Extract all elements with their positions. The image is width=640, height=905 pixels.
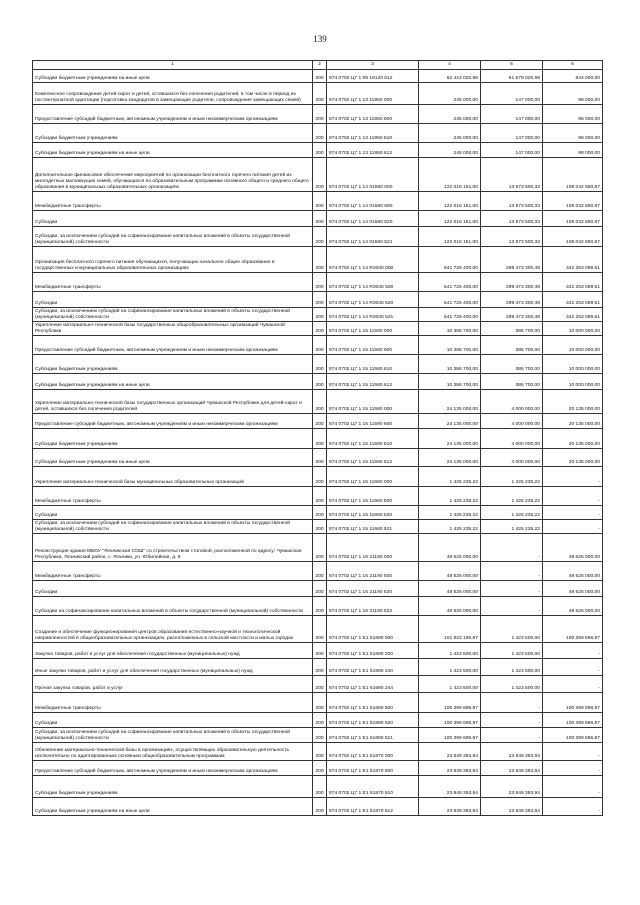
row-value-cell: 24 135 000,00 xyxy=(419,390,481,414)
table-row xyxy=(33,414,603,429)
row-kbk-cell: 874 0702 Ц7 1 14 R3040 000 xyxy=(327,247,419,273)
row-code-cell: 200 xyxy=(313,761,327,776)
row-value-cell: 48 625 000,00 xyxy=(543,534,603,562)
row-value-cell: - xyxy=(543,520,603,534)
row-code-cell: 200 xyxy=(313,322,327,336)
row-value-cell: - xyxy=(481,728,543,743)
table-row xyxy=(33,520,603,534)
table-row xyxy=(33,211,603,227)
row-kbk-cell: 874 0702 Ц7 1 15 11590 600 xyxy=(327,414,419,429)
row-name-cell: Предоставление субсидий бюджетным, автономным учреждениям и иным некоммерческим организациям xyxy=(33,761,313,776)
row-kbk-cell: 874 0702 Ц7 1 E1 51870 600 xyxy=(327,761,419,776)
row-code-cell: 200 xyxy=(313,798,327,816)
row-value-cell: 23 849 393,94 xyxy=(419,761,481,776)
table-row xyxy=(33,449,603,467)
row-name-cell: Прочая закупка товаров, работ и услуг xyxy=(33,676,313,693)
row-kbk-cell: 874 0702 Ц7 1 16 21190 522 xyxy=(327,597,419,616)
row-value-cell: 101 823 196,97 xyxy=(419,616,481,643)
row-code-cell: 200 xyxy=(313,776,327,798)
row-kbk-cell: 874 0702 Ц7 1 13 11950 612 xyxy=(327,143,419,158)
row-value-cell: 100 399 696,97 xyxy=(543,728,603,743)
row-value-cell: 20 135 000,00 xyxy=(543,429,603,449)
row-name-cell: Субсидии бюджетным учреждениям xyxy=(33,355,313,374)
row-name-cell: Межбюджетные трансферты xyxy=(33,693,313,713)
row-value-cell: 10 000 000,00 xyxy=(543,322,603,336)
row-code-cell: 200 xyxy=(313,158,327,192)
row-value-cell: - xyxy=(481,693,543,713)
table-row xyxy=(33,273,603,292)
row-kbk-cell: 874 0702 Ц7 1 15 11580 612 xyxy=(327,374,419,390)
row-code-cell: 200 xyxy=(313,467,327,487)
table-row xyxy=(33,534,603,562)
row-name-cell: Субсидии бюджетным учреждениям xyxy=(33,776,313,798)
row-value-cell: 245 000,00 xyxy=(419,105,481,124)
row-value-cell: 100 399 696,97 xyxy=(419,713,481,728)
row-value-cell: 245 000,00 xyxy=(419,143,481,158)
row-value-cell: 23 849 393,94 xyxy=(419,798,481,816)
row-value-cell: 48 625 000,00 xyxy=(543,581,603,597)
row-value-cell: 299 473 300,49 xyxy=(481,292,543,308)
row-value-cell: - xyxy=(543,798,603,816)
row-code-cell: 200 xyxy=(313,743,327,761)
row-value-cell: 122 016 151,00 xyxy=(419,158,481,192)
row-kbk-cell: 874 0702 Ц7 1 15 11590 612 xyxy=(327,449,419,467)
row-value-cell: 13 973 500,33 xyxy=(481,192,543,211)
row-code-cell: 200 xyxy=(313,83,327,105)
row-value-cell: 48 625 000,00 xyxy=(543,597,603,616)
row-value-cell: 48 625 000,00 xyxy=(419,534,481,562)
table-row xyxy=(33,292,603,308)
row-value-cell: 641 726 400,00 xyxy=(419,247,481,273)
row-value-cell: 1 425 235,22 xyxy=(481,506,543,520)
row-kbk-cell: 874 0702 Ц7 1 16 21190 000 xyxy=(327,534,419,562)
table-row xyxy=(33,143,603,158)
table-row xyxy=(33,308,603,322)
row-kbk-cell: 874 0702 Ц7 1 14 R3040 500 xyxy=(327,273,419,292)
row-code-cell: 200 xyxy=(313,292,327,308)
row-value-cell: 98 000,00 xyxy=(543,124,603,143)
row-name-cell: Иные закупки товаров, работ и услуг для обеспечения государственных (муниципальных) нужд xyxy=(33,659,313,676)
row-code-cell: 200 xyxy=(313,355,327,374)
page-number: 139 xyxy=(313,34,327,44)
row-value-cell: 10 386 700,00 xyxy=(419,355,481,374)
table-row xyxy=(33,467,603,487)
row-value-cell: 24 135 000,00 xyxy=(419,429,481,449)
row-value-cell: 386 700,00 xyxy=(481,322,543,336)
table-row xyxy=(33,124,603,143)
row-code-cell: 200 xyxy=(313,336,327,355)
row-value-cell: 100 399 696,97 xyxy=(419,728,481,743)
table-row xyxy=(33,192,603,211)
row-value-cell: - xyxy=(481,713,543,728)
table-row xyxy=(33,562,603,581)
row-kbk-cell: 874 0702 Ц7 1 15 11580 600 xyxy=(327,336,419,355)
row-value-cell: 844 000,00 xyxy=(543,70,603,83)
row-value-cell: 20 135 000,00 xyxy=(543,390,603,414)
row-code-cell: 200 xyxy=(313,374,327,390)
row-code-cell: 200 xyxy=(313,247,327,273)
table-row xyxy=(33,693,603,713)
row-value-cell: 4 000 000,00 xyxy=(481,429,543,449)
table-row xyxy=(33,83,603,105)
row-value-cell: 1 425 235,22 xyxy=(481,467,543,487)
row-value-cell: 13 973 500,33 xyxy=(481,158,543,192)
row-value-cell: 4 000 000,00 xyxy=(481,390,543,414)
table-row xyxy=(33,70,603,83)
row-code-cell: 200 xyxy=(313,124,327,143)
row-value-cell: 122 016 151,00 xyxy=(419,227,481,247)
table-row xyxy=(33,355,603,374)
row-code-cell: 200 xyxy=(313,581,327,597)
column-header: 2 xyxy=(313,61,327,70)
table-row xyxy=(33,336,603,355)
row-value-cell: - xyxy=(543,743,603,761)
row-value-cell: - xyxy=(543,776,603,798)
row-value-cell: 147 000,00 xyxy=(481,124,543,143)
row-value-cell: - xyxy=(481,534,543,562)
row-value-cell: 299 473 300,49 xyxy=(481,247,543,273)
row-value-cell: 641 726 400,00 xyxy=(419,292,481,308)
row-value-cell: 51 579 020,99 xyxy=(481,70,543,83)
row-kbk-cell: 874 0702 Ц7 1 13 11950 610 xyxy=(327,124,419,143)
row-value-cell: 10 386 700,00 xyxy=(419,322,481,336)
row-value-cell: 108 042 650,67 xyxy=(543,158,603,192)
row-value-cell: 1 425 235,22 xyxy=(481,520,543,534)
row-value-cell: 108 042 650,67 xyxy=(543,227,603,247)
row-name-cell: Субсидии бюджетным учреждениям на иные цели xyxy=(33,798,313,816)
row-value-cell: 13 973 500,33 xyxy=(481,227,543,247)
row-kbk-cell: 874 0702 Ц7 1 13 11950 600 xyxy=(327,105,419,124)
row-code-cell: 200 xyxy=(313,676,327,693)
table-row xyxy=(33,728,603,743)
row-name-cell: Субсидии xyxy=(33,292,313,308)
row-value-cell: 147 000,00 xyxy=(481,143,543,158)
row-kbk-cell: 874 0702 Ц7 1 14 01560 500 xyxy=(327,192,419,211)
table-row xyxy=(33,743,603,761)
row-value-cell: 1 423 500,00 xyxy=(481,676,543,693)
row-value-cell: 98 000,00 xyxy=(543,143,603,158)
row-kbk-cell: 874 0702 Ц7 1 15 11660 520 xyxy=(327,506,419,520)
row-kbk-cell: 874 0702 Ц7 1 E1 51690 000 xyxy=(327,616,419,643)
row-value-cell: 147 000,00 xyxy=(481,105,543,124)
row-kbk-cell: 874 0702 Ц7 1 14 R3040 521 xyxy=(327,308,419,322)
row-value-cell: 100 399 696,97 xyxy=(419,693,481,713)
row-value-cell: 386 700,00 xyxy=(481,374,543,390)
row-kbk-cell: 874 0702 Ц7 1 15 11660 500 xyxy=(327,487,419,506)
row-code-cell: 200 xyxy=(313,693,327,713)
column-header: 1 xyxy=(33,61,313,70)
row-kbk-cell: 874 0702 Ц7 1 09 19120 612 xyxy=(327,70,419,83)
row-code-cell: 200 xyxy=(313,713,327,728)
row-value-cell: - xyxy=(543,676,603,693)
row-name-cell: Дополнительное финансовое обеспечение мероприятий по организации бесплатного горячего питания детей из многодетных малоимущих семей, обучающихся по образовательным программам основного общего и среднего общего образования в муниципальных образовательных организациях xyxy=(33,158,313,192)
row-name-cell: Предоставление субсидий бюджетным, автономным учреждениям и иным некоммерческим организациям xyxy=(33,336,313,355)
row-value-cell: 342 253 099,51 xyxy=(543,292,603,308)
row-name-cell: Обновление материально-технической базы в организациях, осуществляющих образовательную деятельность исключительно по адаптированным основным общеобразовательным программам xyxy=(33,743,313,761)
row-value-cell: 108 042 650,67 xyxy=(543,211,603,227)
row-code-cell: 200 xyxy=(313,227,327,247)
row-value-cell: - xyxy=(543,643,603,659)
row-value-cell: 299 473 300,49 xyxy=(481,273,543,292)
row-value-cell: 1 423 500,00 xyxy=(481,659,543,676)
row-name-cell: Субсидии xyxy=(33,713,313,728)
column-header: 4 xyxy=(419,61,481,70)
table-row xyxy=(33,761,603,776)
row-kbk-cell: 874 0702 Ц7 1 E1 51690 520 xyxy=(327,713,419,728)
row-value-cell: 1 423 500,00 xyxy=(481,643,543,659)
row-value-cell: 48 625 000,00 xyxy=(419,581,481,597)
row-name-cell: Укрепление материально-технической базы государственных общеобразовательных организаций Чувашской Республики xyxy=(33,322,313,336)
row-name-cell: Субсидии, за исключением субсидий на софинансирование капитальных вложений в объекты государственной (муниципальной) собственности xyxy=(33,227,313,247)
row-value-cell: 20 135 000,00 xyxy=(543,449,603,467)
table-row xyxy=(33,227,603,247)
table-row xyxy=(33,798,603,816)
row-name-cell: Предоставление субсидий бюджетным, автономным учреждениям и иным некоммерческим организациям xyxy=(33,414,313,429)
row-kbk-cell: 874 0702 Ц7 1 E1 51690 521 xyxy=(327,728,419,743)
row-value-cell: 147 000,00 xyxy=(481,83,543,105)
row-code-cell: 200 xyxy=(313,70,327,83)
row-value-cell: 641 726 400,00 xyxy=(419,308,481,322)
row-value-cell: 10 000 000,00 xyxy=(543,336,603,355)
row-kbk-cell: 874 0702 Ц7 1 E1 51870 000 xyxy=(327,743,419,761)
row-code-cell: 200 xyxy=(313,105,327,124)
table-header-row xyxy=(33,61,603,70)
row-name-cell: Организация бесплатного горячего питания обучающихся, получающих начальное общее образование в государственных и муниципальных образовательных организациях xyxy=(33,247,313,273)
row-name-cell: Межбюджетные трансферты xyxy=(33,192,313,211)
row-kbk-cell: 874 0702 Ц7 1 E1 51870 612 xyxy=(327,798,419,816)
row-kbk-cell: 874 0702 Ц7 1 16 21190 520 xyxy=(327,581,419,597)
row-value-cell: 122 016 151,00 xyxy=(419,211,481,227)
table-row xyxy=(33,506,603,520)
row-value-cell: 1 425 235,22 xyxy=(419,506,481,520)
row-value-cell: 23 849 393,94 xyxy=(481,776,543,798)
row-value-cell: 98 000,00 xyxy=(543,105,603,124)
row-value-cell: 1 425 235,22 xyxy=(481,487,543,506)
row-value-cell: - xyxy=(543,761,603,776)
row-kbk-cell: 874 0702 Ц7 1 15 11590 610 xyxy=(327,429,419,449)
row-name-cell: Субсидии, за исключением субсидий на софинансирование капитальных вложений в объекты государственной (муниципальной) собственности xyxy=(33,520,313,534)
row-code-cell: 200 xyxy=(313,192,327,211)
row-name-cell: Создание и обеспечение функционирования центров образования естественно-научной и технологической направленностей в общеобразовательных организациях, расположенных в сельской местности и малых городах xyxy=(33,616,313,643)
row-value-cell: 23 849 393,94 xyxy=(419,776,481,798)
row-value-cell: 10 386 700,00 xyxy=(419,374,481,390)
row-value-cell: - xyxy=(481,562,543,581)
table-row xyxy=(33,776,603,798)
row-value-cell: 48 625 000,00 xyxy=(543,562,603,581)
row-name-cell: Межбюджетные трансферты xyxy=(33,273,313,292)
column-header: 3 xyxy=(327,61,419,70)
row-value-cell: 1 423 500,00 xyxy=(419,676,481,693)
row-value-cell: - xyxy=(543,659,603,676)
row-value-cell: 10 000 000,00 xyxy=(543,355,603,374)
row-kbk-cell: 874 0702 Ц7 1 13 11950 000 xyxy=(327,83,419,105)
row-value-cell: 1 423 500,00 xyxy=(419,643,481,659)
row-value-cell: - xyxy=(543,506,603,520)
row-name-cell: Предоставление субсидий бюджетным, автономным учреждениям и иным некоммерческим организациям xyxy=(33,105,313,124)
row-name-cell: Субсидии бюджетным учреждениям на иные цели xyxy=(33,143,313,158)
row-value-cell: 641 726 400,00 xyxy=(419,273,481,292)
row-code-cell: 200 xyxy=(313,659,327,676)
row-value-cell: 23 849 393,94 xyxy=(481,743,543,761)
row-value-cell: 100 399 696,97 xyxy=(543,616,603,643)
row-value-cell: 10 386 700,00 xyxy=(419,336,481,355)
row-name-cell: Укрепление материально-технической базы государственных организаций Чувашской Республики для детей-сирот и детей, оставшихся без попечения родителей xyxy=(33,390,313,414)
row-value-cell: 245 000,00 xyxy=(419,83,481,105)
row-value-cell: 386 700,00 xyxy=(481,336,543,355)
row-value-cell: 13 973 500,33 xyxy=(481,211,543,227)
row-name-cell: Межбюджетные трансферты xyxy=(33,487,313,506)
row-value-cell: 48 625 000,00 xyxy=(419,562,481,581)
row-value-cell: 62 423 020,98 xyxy=(419,70,481,83)
row-name-cell: Субсидии бюджетным учреждениям xyxy=(33,429,313,449)
column-header: 5 xyxy=(481,61,543,70)
row-name-cell: Субсидии бюджетным учреждениям на иные цели xyxy=(33,70,313,83)
row-kbk-cell: 874 0702 Ц7 1 E1 51690 500 xyxy=(327,693,419,713)
table-row xyxy=(33,616,603,643)
row-code-cell: 200 xyxy=(313,308,327,322)
row-code-cell: 200 xyxy=(313,211,327,227)
row-kbk-cell: 874 0702 Ц7 1 15 11660 000 xyxy=(327,467,419,487)
table-row xyxy=(33,597,603,616)
row-value-cell: 1 425 235,22 xyxy=(419,467,481,487)
row-code-cell: 200 xyxy=(313,506,327,520)
row-value-cell: 299 473 300,49 xyxy=(481,308,543,322)
table-row xyxy=(33,659,603,676)
row-value-cell: 48 625 000,00 xyxy=(419,597,481,616)
row-value-cell: 342 253 099,51 xyxy=(543,308,603,322)
row-value-cell: 122 016 151,00 xyxy=(419,192,481,211)
budget-table xyxy=(32,60,603,816)
row-value-cell: 23 849 393,94 xyxy=(481,761,543,776)
row-name-cell: Субсидии бюджетным учреждениям xyxy=(33,124,313,143)
row-value-cell: 4 000 000,00 xyxy=(481,449,543,467)
row-value-cell: 1 423 500,00 xyxy=(419,659,481,676)
row-kbk-cell: 874 0702 Ц7 1 15 11580 000 xyxy=(327,322,419,336)
row-kbk-cell: 874 0702 Ц7 1 E1 51690 240 xyxy=(327,659,419,676)
row-value-cell: 23 849 393,94 xyxy=(419,743,481,761)
row-code-cell: 200 xyxy=(313,728,327,743)
row-name-cell: Субсидии бюджетным учреждениям на иные цели xyxy=(33,449,313,467)
row-code-cell: 200 xyxy=(313,449,327,467)
row-name-cell: Субсидии xyxy=(33,581,313,597)
row-value-cell: 23 849 393,94 xyxy=(481,798,543,816)
row-value-cell: 24 135 000,00 xyxy=(419,414,481,429)
row-name-cell: Реконструкция здания МБОУ "Яльчикская СОШ" со строительством столовой, расположенной по адресу: Чувашская Республика, Яльчикский район, с. Яльчики, ул. Юбилейная, д. 8 xyxy=(33,534,313,562)
row-name-cell: Межбюджетные трансферты xyxy=(33,562,313,581)
row-kbk-cell: 874 0702 Ц7 1 14 R3040 520 xyxy=(327,292,419,308)
row-name-cell: Субсидии, за исключением субсидий на софинансирование капитальных вложений в объекты государственной (муниципальной) собственности xyxy=(33,728,313,743)
row-value-cell: 342 253 099,51 xyxy=(543,247,603,273)
row-name-cell: Укрепление материально-технической базы муниципальных образовательных организаций xyxy=(33,467,313,487)
row-value-cell: 4 000 000,00 xyxy=(481,414,543,429)
row-kbk-cell: 874 0702 Ц7 1 E1 51690 200 xyxy=(327,643,419,659)
row-value-cell: 342 253 099,51 xyxy=(543,273,603,292)
row-value-cell: - xyxy=(543,467,603,487)
table-row xyxy=(33,247,603,273)
row-code-cell: 200 xyxy=(313,597,327,616)
row-kbk-cell: 874 0702 Ц7 1 15 11590 000 xyxy=(327,390,419,414)
row-value-cell: 100 399 696,97 xyxy=(543,713,603,728)
row-kbk-cell: 874 0702 Ц7 1 16 21190 500 xyxy=(327,562,419,581)
row-name-cell: Субсидии xyxy=(33,211,313,227)
table-row xyxy=(33,676,603,693)
column-header: 6 xyxy=(543,61,603,70)
row-value-cell: - xyxy=(543,487,603,506)
table-row xyxy=(33,713,603,728)
row-kbk-cell: 874 0702 Ц7 1 15 11660 521 xyxy=(327,520,419,534)
row-name-cell: Субсидии xyxy=(33,506,313,520)
row-value-cell: 1 423 500,00 xyxy=(481,616,543,643)
row-value-cell: 1 425 235,22 xyxy=(419,520,481,534)
row-name-cell: Закупка товаров, работ и услуг для обеспечения государственных (муниципальных) нужд xyxy=(33,643,313,659)
row-name-cell: Субсидии бюджетным учреждениям на иные цели xyxy=(33,374,313,390)
row-code-cell: 200 xyxy=(313,273,327,292)
row-value-cell: - xyxy=(481,597,543,616)
row-kbk-cell: 874 0702 Ц7 1 14 01560 521 xyxy=(327,227,419,247)
row-kbk-cell: 874 0702 Ц7 1 E1 51870 610 xyxy=(327,776,419,798)
table-body xyxy=(33,70,603,816)
row-value-cell: 386 700,00 xyxy=(481,355,543,374)
row-code-cell: 200 xyxy=(313,520,327,534)
table-row xyxy=(33,158,603,192)
row-name-cell: Субсидии, за исключением субсидий на софинансирование капитальных вложений в объекты государственной (муниципальной) собственности xyxy=(33,308,313,322)
row-code-cell: 200 xyxy=(313,429,327,449)
row-value-cell: 10 000 000,00 xyxy=(543,374,603,390)
table-row xyxy=(33,581,603,597)
row-code-cell: 200 xyxy=(313,562,327,581)
row-value-cell: 100 399 696,97 xyxy=(543,693,603,713)
table-row xyxy=(33,390,603,414)
row-kbk-cell: 874 0702 Ц7 1 15 11580 610 xyxy=(327,355,419,374)
row-value-cell: 108 042 650,67 xyxy=(543,192,603,211)
row-code-cell: 200 xyxy=(313,643,327,659)
row-value-cell: 98 000,00 xyxy=(543,83,603,105)
row-value-cell: 24 135 000,00 xyxy=(419,449,481,467)
row-code-cell: 200 xyxy=(313,414,327,429)
row-kbk-cell: 874 0702 Ц7 1 E1 51690 244 xyxy=(327,676,419,693)
table-row xyxy=(33,322,603,336)
row-value-cell: - xyxy=(481,581,543,597)
row-code-cell: 200 xyxy=(313,390,327,414)
row-value-cell: 1 425 235,22 xyxy=(419,487,481,506)
table-row xyxy=(33,643,603,659)
row-kbk-cell: 874 0702 Ц7 1 14 01560 520 xyxy=(327,211,419,227)
row-value-cell: 245 000,00 xyxy=(419,124,481,143)
table-row xyxy=(33,429,603,449)
row-name-cell: Комплексное сопровождение детей-сирот и детей, оставшихся без попечения родителей, в том числе в период их постинтернатной адаптации (подготовка кандидатов в замещающие родители, сопровождение замещающих семей) xyxy=(33,83,313,105)
table-row xyxy=(33,487,603,506)
row-name-cell: Субсидии на софинансирование капитальных вложений в объекты государственной (муниципальной) собственности xyxy=(33,597,313,616)
row-value-cell: 20 135 000,00 xyxy=(543,414,603,429)
row-kbk-cell: 874 0702 Ц7 1 14 01560 000 xyxy=(327,158,419,192)
row-code-cell: 200 xyxy=(313,616,327,643)
table-row xyxy=(33,374,603,390)
table-row xyxy=(33,105,603,124)
row-code-cell: 200 xyxy=(313,143,327,158)
row-code-cell: 200 xyxy=(313,534,327,562)
row-code-cell: 200 xyxy=(313,487,327,506)
